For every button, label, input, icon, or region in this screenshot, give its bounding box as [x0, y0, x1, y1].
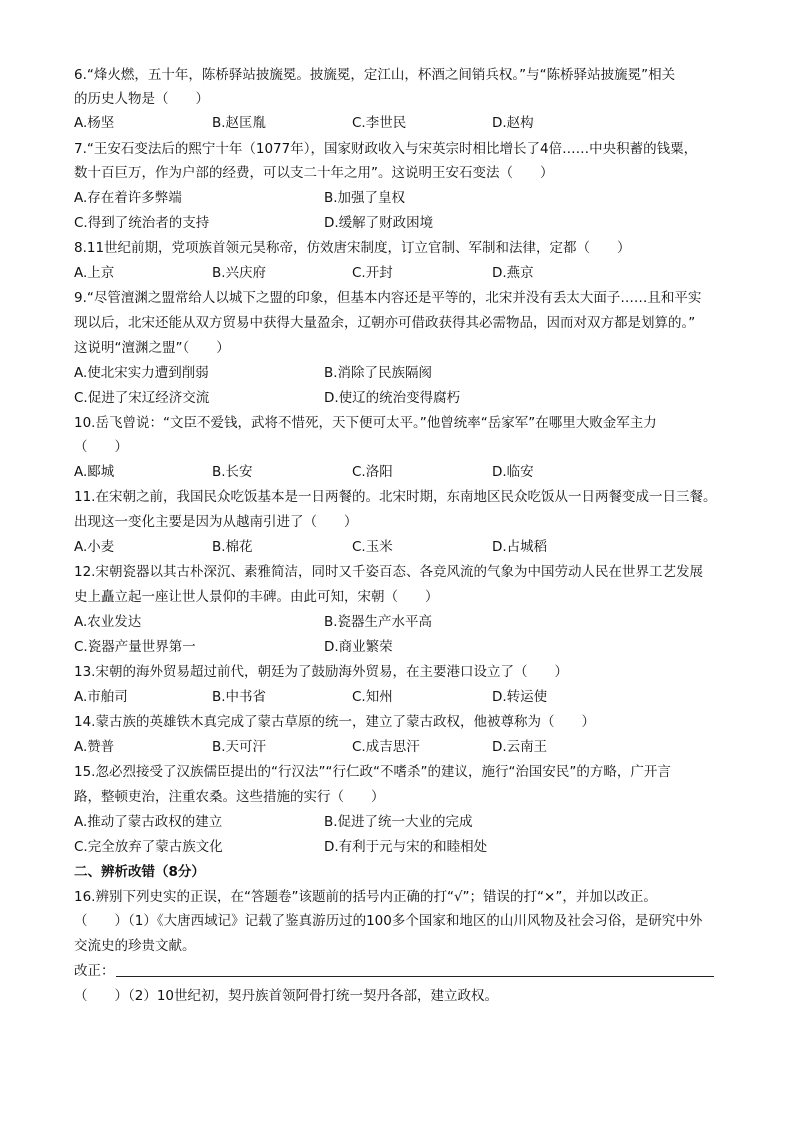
- q9-option-d: D.使辽的统治变得腐朽: [324, 390, 461, 406]
- q14-option-b: B.天可汗: [212, 739, 267, 755]
- q6-option-a: A.杨坚: [74, 115, 115, 131]
- q13-option-d: D.转运使: [492, 689, 548, 705]
- q14-stem: 14.蒙古族的英雄铁木真完成了蒙古草原的统一，建立了蒙古政权，他被尊称为（ ）: [74, 714, 595, 730]
- q11-stem: 11.在宋朝之前，我国民众吃饭基本是一日两餐的。北宋时期，东南地区民众吃饭从一日两餐变成一日三餐。: [74, 489, 717, 505]
- q15-option-a: A.推动了蒙古政权的建立: [74, 814, 223, 830]
- q7-option-d: D.缓解了财政困境: [324, 215, 434, 231]
- q13-option-a: A.市舶司: [74, 689, 128, 705]
- correction-label: 改正：: [74, 963, 115, 979]
- q9-option-b: B.消除了民族隔阂: [324, 365, 433, 381]
- q8-option-b: B.兴庆府: [212, 265, 267, 281]
- q10-option-d: D.临安: [492, 464, 534, 480]
- q15-stem: 15.忽必烈接受了汉族儒臣提出的“行汉法”“行仁政“不嗜杀”的建议，施行“治国安民”的方略，广开言: [74, 764, 671, 780]
- q11-option-c: C.玉米: [352, 539, 393, 555]
- q10-option-b: B.长安: [212, 464, 253, 480]
- q8-stem: 8.11世纪前期，党项族首领元昊称帝，仿效唐宋制度，订立官制、军制和法律，定都（ ）: [74, 240, 631, 256]
- q11-stem-cont: 出现这一变化主要是因为从越南引进了（ ）: [74, 514, 358, 530]
- q13-option-b: B.中书省: [212, 689, 267, 705]
- q12-option-d: D.商业繁荣: [324, 639, 393, 655]
- q10-option-c: C.洛阳: [352, 464, 393, 480]
- q8-option-d: D.燕京: [492, 265, 534, 281]
- q6-option-c: C.李世民: [352, 115, 407, 131]
- q10-stem-cont: （ ）: [74, 439, 128, 455]
- q6-option-b: B.赵匡胤: [212, 115, 267, 131]
- q7-stem-cont: 数十百巨万，作为户部的经费，可以支二十年之用”。这说明王安石变法（ ）: [74, 165, 554, 181]
- q14-option-d: D.云南王: [492, 739, 548, 755]
- q15-option-d: D.有利于元与宋的和睦相处: [324, 839, 488, 855]
- q9-stem-cont: 现以后，北宋还能从双方贸易中获得大量盈余，辽朝亦可借政获得其必需物品，因而对双方都是划算的。”: [74, 315, 696, 331]
- q6-stem: 6.“烽火燃，五十年，陈桥驿站披旒冕。披旒冕，定江山，杯酒之间销兵权。”与“陈桥驿站披旒冕”相关: [74, 67, 676, 83]
- q14-option-a: A.赞普: [74, 739, 115, 755]
- q15-option-b: B.促进了统一大业的完成: [324, 814, 473, 830]
- q13-option-c: C.知州: [352, 689, 393, 705]
- q7-option-c: C.得到了统治者的支持: [74, 215, 210, 231]
- q6-stem-cont: 的历史人物是（ ）: [74, 91, 209, 107]
- q16-item-1-cont: 交流史的珍贵文献。: [74, 938, 196, 954]
- q12-option-b: B.瓷器生产水平高: [324, 614, 433, 630]
- q10-stem: 10.岳飞曾说：“文臣不爱钱，武将不惜死，天下便可太平。”他曾统率“岳家军”在哪里大败金军主力: [74, 415, 657, 431]
- q8-option-c: C.开封: [352, 265, 393, 281]
- q9-stem: 9.“尽管澶渊之盟常给人以城下之盟的印象，但基本内容还是平等的，北宋并没有丢太大面子……且和平实: [74, 290, 702, 306]
- correction-answer-line[interactable]: [116, 975, 714, 977]
- q9-option-c: C.促进了宋辽经济交流: [74, 390, 210, 406]
- q11-option-a: A.小麦: [74, 539, 115, 555]
- q12-stem-cont: 史上矗立起一座让世人景仰的丰碑。由此可知，宋朝（ ）: [74, 589, 439, 605]
- q12-option-c: C.瓷器产量世界第一: [74, 639, 196, 655]
- q16-item-1: （ ）（1）《大唐西域记》记载了鉴真游历过的100多个国家和地区的山川风物及社会习俗，是研究中外: [74, 913, 703, 929]
- q16-item-2: （ ）（2）10世纪初，契丹族首领阿骨打统一契丹各部，建立政权。: [74, 988, 499, 1004]
- q15-stem-cont: 路，整顿吏治，注重农桑。这些措施的实行（ ）: [74, 789, 385, 805]
- q15-option-c: C.完全放弃了蒙古族文化: [74, 839, 223, 855]
- q7-option-b: B.加强了皇权: [324, 190, 406, 206]
- q9-option-a: A.使北宋实力遭到削弱: [74, 365, 209, 381]
- q11-option-b: B.棉花: [212, 539, 253, 555]
- q12-option-a: A.农业发达: [74, 614, 142, 630]
- q13-stem: 13.宋朝的海外贸易超过前代，朝廷为了鼓励海外贸易，在主要港口设立了（ ）: [74, 664, 568, 680]
- q10-option-a: A.郾城: [74, 464, 115, 480]
- q8-option-a: A.上京: [74, 265, 115, 281]
- q11-option-d: D.占城稻: [492, 539, 548, 555]
- q6-option-d: D.赵构: [492, 115, 534, 131]
- q9-stem-cont2: 这说明“澶渊之盟”（ ）: [74, 340, 230, 356]
- q14-option-c: C.成吉思汗: [352, 739, 420, 755]
- q7-stem: 7.“王安石变法后的熙宁十年（1077年），国家财政收入与宋英宗时相比增长了4倍……中央积蓄的钱粟，: [74, 141, 698, 157]
- section-title: 二、辨析改错（8分）: [74, 864, 205, 880]
- q7-option-a: A.存在着许多弊端: [74, 190, 182, 206]
- q12-stem: 12.宋朝瓷器以其古朴深沉、素雅简洁，同时又千姿百态、各竞风流的气象为中国劳动人民在世界工艺发展: [74, 564, 703, 580]
- q16-instruction: 16.辨别下列史实的正误，在“答题卷”该题前的括号内正确的打“√”；错误的打“×”，并加以改正。: [74, 889, 657, 905]
